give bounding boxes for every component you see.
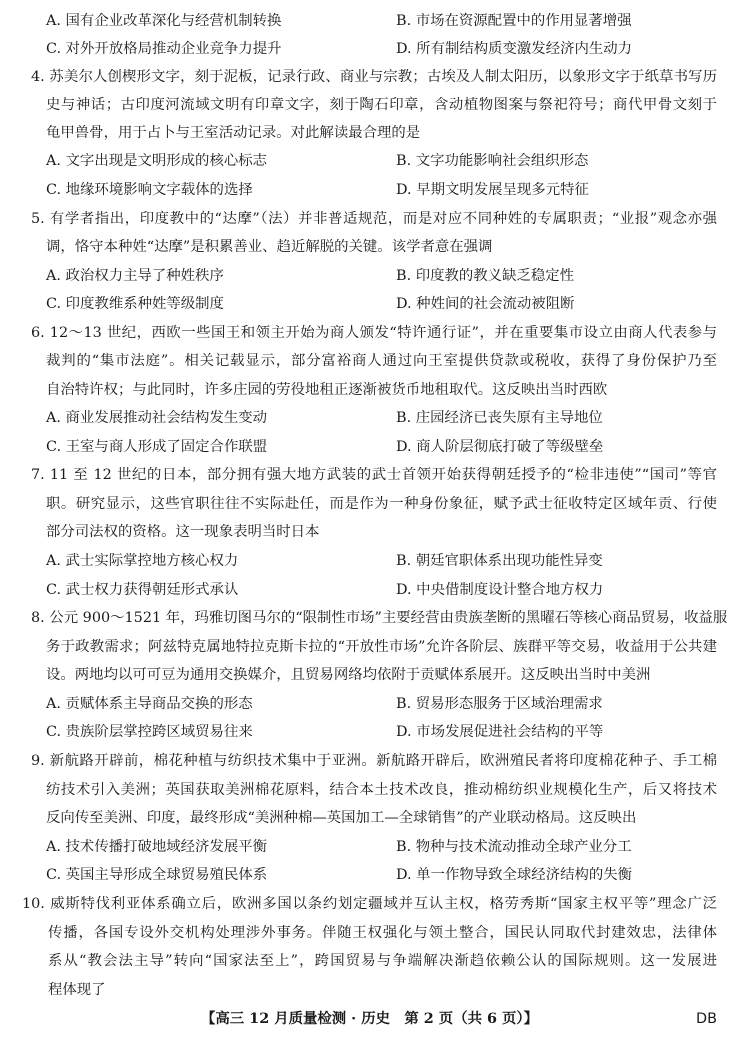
footer-page-info: 【高三 12 月质量检测 · 历史 第 2 页（共 6 页）】 (201, 1010, 538, 1027)
q4-stem-line-2: 史与神话；古印度河流域文明有印章文字，刻于陶石印章，含动植物图案与祭祀符号；商代甲骨文刻于 (46, 97, 717, 113)
q7-stem-line-3: 部分司法权的资格。这一现象表明当时日本 (46, 524, 320, 540)
q10-stem-line-4: 程体现了 (48, 982, 106, 998)
q6-option-row-2 (0, 434, 739, 460)
q3-option-row-1 (0, 8, 739, 34)
q9-stem-line-1: 9. 新航路开辟前，棉花种植与纺织技术集中于亚洲。新航路开辟后，欧洲殖民者将印度棉花种子、手工棉 (31, 753, 717, 769)
q8-stem-line-2: 务于政教需求；阿兹特克属地特拉克斯卡拉的“开放性市场”允许各阶层、族群平等交易，收益用于公共建 (46, 639, 717, 655)
q9-option-row-1 (0, 834, 739, 860)
q3-option-d: D. 所有制结构质变激发经济内生动力 (396, 41, 633, 57)
page-footer (0, 1006, 739, 1032)
q6-option-c: C. 王室与商人形成了固定合作联盟 (46, 439, 268, 455)
q4-stem-line-3: 龟甲兽骨，用于占卜与王室活动记录。对此解读最合理的是 (46, 125, 421, 141)
q5-stem-line-1: 5. 有学者指出，印度教中的“达摩”（法）并非普适规范，而是对应不同种姓的专属职责；“业报”观念亦强 (31, 211, 717, 227)
q9-option-row-2 (0, 862, 739, 888)
q9-option-b: B. 物种与技术流动推动全球产业分工 (396, 839, 632, 855)
footer-code: DB (696, 1011, 717, 1027)
q7-option-c: C. 武士权力获得朝廷形式承认 (46, 582, 239, 598)
q7-stem-line-1: 7. 11 至 12 世纪的日本，部分拥有强大地方武装的武士首领开始获得朝廷授予的“检非违使”“国司”等官 (31, 467, 717, 483)
q4-stem-line-1: 4. 苏美尔人创楔形文字，刻于泥板，记录行政、商业与宗教；古埃及人制太阳历，以象形文字于纸草书写历 (31, 69, 717, 85)
q8-option-a: A. 贡赋体系主导商品交换的形态 (46, 696, 253, 712)
q6-option-b: B. 庄园经济已丧失原有主导地位 (396, 410, 603, 426)
q7-option-row-2 (0, 577, 739, 603)
q6-stem-line-2: 裁判的“集市法庭”。相关记载显示，部分富裕商人通过向王室提供贷款或税收，获得了身份保护乃至 (46, 353, 717, 369)
q9-stem-line-3: 反向传至美洲、印度，最终形成“美洲种棉—英国加工—全球销售”的产业联动格局。这反映出 (46, 810, 637, 826)
q6-stem-line-3: 自治特许权；与此同时，许多庄园的劳役地租正逐渐被货币地租取代。这反映出当时西欧 (46, 382, 608, 398)
q3-option-b: B. 市场在资源配置中的作用显著增强 (396, 13, 632, 29)
q5-option-d: D. 种姓间的社会流动被阻断 (396, 296, 575, 312)
q8-option-row-2 (0, 719, 739, 745)
q4-option-row-1 (0, 148, 739, 174)
q3-option-row-2 (0, 36, 739, 62)
q8-stem-line-1: 8. 公元 900～1521 年，玛雅切图马尔的“限制性市场”主要经营由贵族垄断的黑曜石等核心商品贸易，收益服 (31, 610, 728, 626)
q7-option-b: B. 朝廷官职体系出现功能性异变 (396, 553, 603, 569)
q3-option-c: C. 对外开放格局推动企业竞争力提升 (46, 41, 282, 57)
q8-option-d: D. 市场发展促进社会结构的平等 (396, 724, 604, 740)
q9-stem-line-2: 纺技术引入美洲；英国获取美洲棉花原料，结合本土技术改良，推动棉纺织业规模化生产，后又将技术 (46, 782, 717, 798)
q3-option-a: A. 国有企业改革深化与经营机制转换 (46, 13, 282, 29)
q8-option-row-1 (0, 691, 739, 717)
q6-option-row-1 (0, 405, 739, 431)
q9-option-d: D. 单一作物导致全球经济结构的失衡 (396, 867, 633, 883)
q9-option-a: A. 技术传播打破地域经济发展平衡 (46, 839, 268, 855)
q6-stem-line-1: 6. 12～13 世纪，西欧一些国王和领主开始为商人颁发“特许通行证”，并在重要集市设立由商人代表参与 (31, 325, 717, 341)
q8-option-c: C. 贵族阶层掌控跨区域贸易往来 (46, 724, 253, 740)
q7-option-d: D. 中央借制度设计整合地方权力 (396, 582, 604, 598)
q4-option-b: B. 文字功能影响社会组织形态 (396, 153, 589, 169)
q8-stem-line-3: 设。两地均以可可豆为通用交换媒介，且贸易网络均依附于贡赋体系展开。这反映出当时中美洲 (46, 667, 651, 683)
q10-stem-line-1: 10. 威斯特伐利亚体系确立后，欧洲多国以条约划定疆域并互认主权，格劳秀斯“国家主权平等”理念广泛 (22, 896, 717, 912)
q5-option-row-2 (0, 291, 739, 317)
q5-option-row-1 (0, 263, 739, 289)
q4-option-row-2 (0, 177, 739, 203)
q5-stem-line-2: 调，恪守本种姓“达摩”是积累善业、趋近解脱的关键。该学者意在强调 (46, 239, 493, 255)
q4-option-d: D. 早期文明发展呈现多元特征 (396, 182, 589, 198)
q4-option-c: C. 地缘环境影响文字载体的选择 (46, 182, 253, 198)
q9-option-c: C. 英国主导形成全球贸易殖民体系 (46, 867, 268, 883)
q6-option-a: A. 商业发展推动社会结构发生变动 (46, 410, 268, 426)
q8-option-b: B. 贸易形态服务于区域治理需求 (396, 696, 603, 712)
q7-option-row-1 (0, 548, 739, 574)
q10-stem-line-3: 系从“教会法主导”转向“国家法至上”，跨国贸易与争端解决渐趋依赖公认的国际规则。这一发展进 (48, 953, 717, 969)
q5-option-b: B. 印度教的教义缺乏稳定性 (396, 268, 575, 284)
q7-option-a: A. 武士实际掌控地方核心权力 (46, 553, 239, 569)
q4-option-a: A. 文字出现是文明形成的核心标志 (46, 153, 268, 169)
q6-option-d: D. 商人阶层彻底打破了等级壁垒 (396, 439, 604, 455)
q10-stem-line-2: 传播，各国专设外交机构处理涉外事务。伴随王权强化与领土整合，国民认同取代封建效忠，法律体 (48, 925, 717, 941)
q7-stem-line-2: 职。研究显示，这些官职往往不实际赴任，而是作为一种身份象征，赋予武士征收特定区域年贡、行使 (46, 496, 717, 512)
q5-option-c: C. 印度教维系种姓等级制度 (46, 296, 224, 312)
q5-option-a: A. 政治权力主导了种姓秩序 (46, 268, 224, 284)
